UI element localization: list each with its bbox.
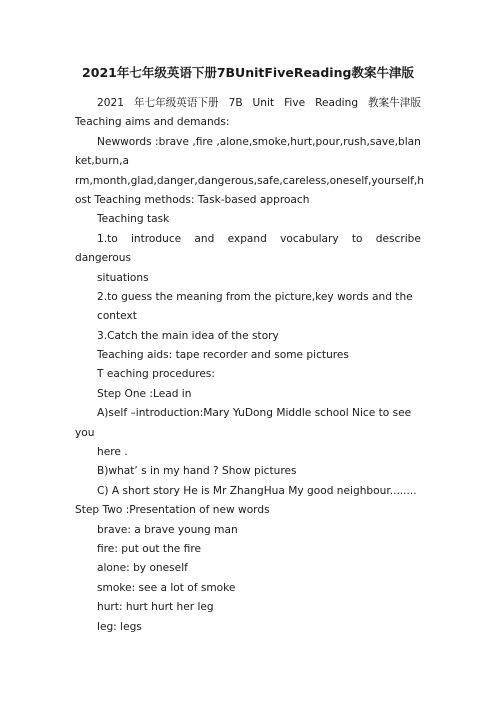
text-line: dangerous: [75, 252, 132, 265]
text-line: brave: a brave young man: [97, 523, 238, 536]
task-word: and: [194, 232, 215, 245]
text-line: A)self –introduction:Mary YuDong Middle school Nice to see: [97, 407, 412, 420]
text-line: leg: legs: [97, 620, 142, 633]
subtitle-word: 7B: [228, 97, 243, 109]
text-line: you: [75, 426, 95, 439]
text-line: 2.to guess the meaning from the picture,key words and the: [97, 290, 413, 303]
text-line: Teaching task: [97, 213, 170, 226]
task-word: vocabulary: [280, 232, 339, 245]
text-line: alone: by oneself: [97, 562, 188, 575]
subtitle-word: Reading: [315, 97, 359, 109]
text-line: fire: put out the fire: [97, 542, 201, 555]
subtitle-word: Five: [284, 97, 306, 109]
text-line: here .: [97, 446, 128, 459]
document-body: [75, 94, 424, 637]
task-word: to: [351, 232, 363, 245]
task-line: [75, 230, 421, 249]
text-line: Teaching aids: tape recorder and some pictures: [97, 349, 349, 362]
task-word: introduce: [130, 232, 182, 245]
task-word: expand: [227, 232, 267, 245]
subtitle-word: 教案牛津版: [368, 97, 421, 109]
subtitle-word: 2021: [97, 97, 124, 109]
subtitle-word: 年七年级英语下册: [133, 97, 219, 109]
task-word: describe: [375, 232, 421, 245]
text-line: smoke: see a lot of smoke: [97, 581, 236, 594]
text-line: context: [97, 310, 137, 323]
text-line: 3.Catch the main idea of the story: [97, 329, 279, 342]
text-line: situations: [97, 271, 149, 284]
text-line: rm,month,glad,danger,dangerous,safe,careless,oneself,yourself,h: [75, 174, 424, 187]
subtitle-line: [75, 94, 421, 113]
subtitle-word: Unit: [252, 97, 275, 109]
task-word: 1.to: [97, 232, 118, 245]
text-line: T eaching procedures:: [97, 368, 215, 381]
text-line: hurt: hurt hurt her leg: [97, 601, 214, 614]
text-line: C) A short story He is Mr ZhangHua My good neighbour........: [97, 484, 417, 497]
text-line: Step One :Lead in: [97, 387, 192, 400]
document-title: 2021年七年级英语下册7BUnitFiveReading教案牛津版: [82, 65, 414, 80]
text-line: ket,burn,a: [75, 155, 129, 168]
text-line: B)what’ s in my hand ? Show pictures: [97, 465, 297, 478]
text-line: Teaching aims and demands:: [75, 116, 230, 129]
text-line: Newwords :brave ,fire ,alone,smoke,hurt,pour,rush,save,blan: [97, 135, 421, 148]
text-line: ost Teaching methods: Task-based approach: [75, 193, 310, 206]
text-line: Step Two :Presentation of new words: [75, 504, 270, 517]
